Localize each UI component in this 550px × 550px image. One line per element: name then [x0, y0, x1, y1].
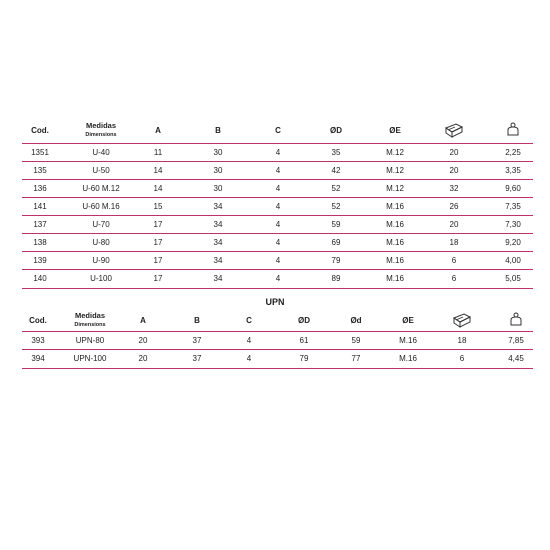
header-cod: Cod. — [31, 126, 49, 135]
cell-a: 15 — [153, 202, 163, 211]
table-row — [22, 331, 533, 350]
cell-box: 6 — [451, 256, 457, 265]
cell-weight: 9,20 — [505, 238, 521, 247]
cell-c: 4 — [275, 184, 281, 193]
cell-b: 37 — [192, 336, 202, 345]
cell-medidas: U-80 — [92, 238, 110, 247]
cell-c: 4 — [275, 202, 281, 211]
table-row — [22, 197, 533, 216]
cell-weight: 4,00 — [505, 256, 521, 265]
cell-a: 17 — [153, 256, 163, 265]
cell-a: 20 — [138, 354, 148, 363]
cell-cod: 135 — [33, 166, 47, 175]
table-header — [22, 311, 533, 333]
cell-od: 69 — [331, 238, 341, 247]
table-header — [22, 121, 533, 143]
cell-medidas: U-100 — [90, 274, 112, 283]
cell-medidas: U-60 M.12 — [82, 184, 120, 193]
cell-od: 42 — [331, 166, 341, 175]
cell-a: 14 — [153, 184, 163, 193]
table-row — [22, 143, 533, 162]
table-row — [22, 215, 533, 234]
cell-b: 34 — [213, 256, 223, 265]
cell-a: 11 — [153, 148, 163, 157]
cell-weight: 5,05 — [505, 274, 521, 283]
table-row — [22, 251, 533, 270]
cell-box: 20 — [449, 166, 459, 175]
cell-cod: 136 — [33, 184, 47, 193]
cell-c: 4 — [275, 166, 281, 175]
header-od-small: Ød — [350, 316, 362, 325]
header-b: B — [215, 126, 221, 135]
box-icon — [444, 121, 464, 144]
cell-a: 17 — [153, 220, 163, 229]
cell-a: 20 — [138, 336, 148, 345]
cell-c: 4 — [275, 238, 281, 247]
cell-od-small: 59 — [351, 336, 361, 345]
table-row — [22, 179, 533, 198]
header-c: C — [246, 316, 252, 325]
cell-weight: 9,60 — [505, 184, 521, 193]
cell-box: 20 — [449, 148, 459, 157]
cell-c: 4 — [246, 354, 252, 363]
cell-c: 4 — [275, 148, 281, 157]
cell-od: 79 — [299, 354, 309, 363]
weight-icon — [509, 311, 523, 332]
header-medidas — [74, 312, 105, 329]
cell-od: 89 — [331, 274, 341, 283]
cell-oe: M.16 — [386, 220, 404, 229]
cell-c: 4 — [246, 336, 252, 345]
cell-a: 17 — [153, 238, 163, 247]
cell-od-small: 77 — [351, 354, 361, 363]
header-dimensions-label: Dimensions — [85, 132, 117, 138]
header-od: ØD — [298, 316, 310, 325]
cell-b: 30 — [213, 166, 223, 175]
cell-a: 14 — [153, 166, 163, 175]
cell-od: 79 — [331, 256, 341, 265]
cell-b: 37 — [192, 354, 202, 363]
table-row — [22, 233, 533, 252]
cell-box: 18 — [457, 336, 467, 345]
cell-weight: 2,25 — [505, 148, 521, 157]
header-oe: ØE — [402, 316, 414, 325]
cell-od: 52 — [331, 202, 341, 211]
table-row — [22, 349, 533, 369]
header-cod: Cod. — [29, 316, 47, 325]
cell-b: 30 — [213, 184, 223, 193]
cell-cod: 394 — [31, 354, 45, 363]
cell-c: 4 — [275, 256, 281, 265]
cell-b: 30 — [213, 148, 223, 157]
cell-oe: M.12 — [386, 166, 404, 175]
header-oe: ØE — [389, 126, 401, 135]
cell-od: 52 — [331, 184, 341, 193]
cell-weight: 7,85 — [508, 336, 524, 345]
header-c: C — [275, 126, 281, 135]
cell-medidas: U-90 — [92, 256, 110, 265]
table-row — [22, 269, 533, 289]
upn-section-title: UPN — [265, 297, 285, 307]
header-medidas — [85, 122, 116, 139]
cell-weight: 7,30 — [505, 220, 521, 229]
header-a: A — [155, 126, 161, 135]
cell-oe: M.16 — [386, 238, 404, 247]
cell-od: 35 — [331, 148, 341, 157]
cell-c: 4 — [275, 274, 281, 283]
header-b: B — [194, 316, 200, 325]
cell-oe: M.12 — [386, 148, 404, 157]
weight-icon — [506, 121, 520, 142]
cell-medidas: UPN-80 — [75, 336, 105, 345]
cell-oe: M.16 — [399, 336, 417, 345]
cell-b: 34 — [213, 238, 223, 247]
header-od: ØD — [330, 126, 342, 135]
cell-medidas: U-60 M.16 — [82, 202, 120, 211]
cell-medidas: UPN-100 — [73, 354, 107, 363]
cell-od: 61 — [299, 336, 309, 345]
cell-c: 4 — [275, 220, 281, 229]
cell-medidas: U-70 — [92, 220, 110, 229]
cell-a: 17 — [153, 274, 163, 283]
cell-box: 6 — [451, 274, 457, 283]
cell-cod: 137 — [33, 220, 47, 229]
cell-weight: 4,45 — [508, 354, 524, 363]
cell-oe: M.16 — [386, 256, 404, 265]
cell-cod: 140 — [33, 274, 47, 283]
cell-b: 34 — [213, 202, 223, 211]
header-a: A — [140, 316, 146, 325]
cell-oe: M.12 — [386, 184, 404, 193]
cell-box: 20 — [449, 220, 459, 229]
cell-cod: 393 — [31, 336, 45, 345]
cell-cod: 141 — [33, 202, 47, 211]
cell-box: 26 — [449, 202, 459, 211]
cell-b: 34 — [213, 220, 223, 229]
header-medidas-label: Medidas — [74, 311, 105, 320]
cell-box: 6 — [459, 354, 465, 363]
cell-od: 59 — [331, 220, 341, 229]
cell-medidas: U-50 — [92, 166, 110, 175]
cell-oe: M.16 — [386, 274, 404, 283]
cell-b: 34 — [213, 274, 223, 283]
cell-cod: 138 — [33, 238, 47, 247]
cell-weight: 7,35 — [505, 202, 521, 211]
cell-cod: 139 — [33, 256, 47, 265]
table-row — [22, 161, 533, 180]
cell-box: 32 — [449, 184, 459, 193]
cell-oe: M.16 — [386, 202, 404, 211]
cell-weight: 3,35 — [505, 166, 521, 175]
cell-cod: 1351 — [31, 148, 49, 157]
cell-medidas: U-40 — [92, 148, 110, 157]
cell-oe: M.16 — [399, 354, 417, 363]
cell-box: 18 — [449, 238, 459, 247]
header-dimensions-label: Dimensions — [74, 322, 106, 328]
header-medidas-label: Medidas — [85, 121, 116, 130]
